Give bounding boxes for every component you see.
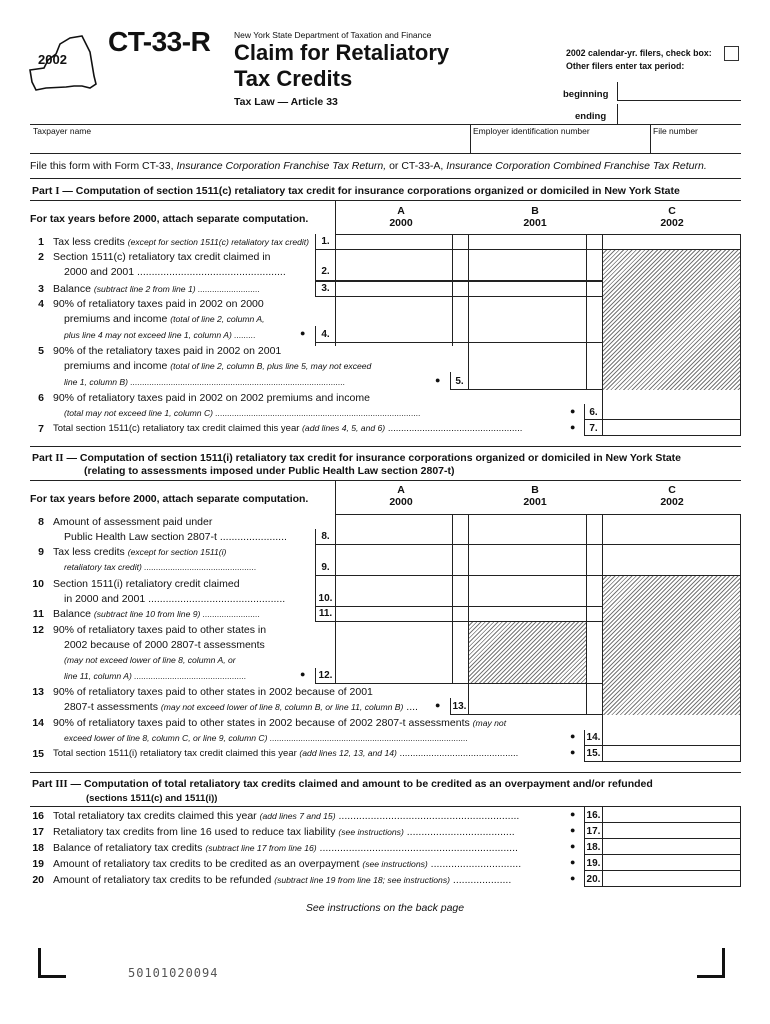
other-filers-label: Other filers enter tax period: xyxy=(566,61,685,71)
part1-shaded-col-c xyxy=(603,250,740,390)
taxpayer-name-label: Taxpayer name xyxy=(33,126,92,136)
line-4-label-c: plus line 4 may not exceed line 1, column A) ......... xyxy=(64,330,256,340)
line-2-col-b-input[interactable] xyxy=(470,266,586,280)
line-3-label: Balance (subtract line 2 from line 1) .......................... xyxy=(53,283,261,295)
line-5-bullet: ● xyxy=(435,375,441,385)
file-number-field[interactable] xyxy=(653,126,739,152)
part1-col-c-header: C 2002 xyxy=(660,205,684,229)
line-18-bullet: ● xyxy=(570,841,576,851)
line-1-col-c-input[interactable] xyxy=(604,235,740,249)
line-8-col-c-input[interactable] xyxy=(604,530,740,544)
line-13-label-b: 2807-t assessments (may not exceed lower of line 8, column B, or line 11, column B) .... xyxy=(64,701,418,713)
line-6-col-c-input[interactable] xyxy=(604,405,740,419)
line-13-col-b-input[interactable] xyxy=(470,700,586,714)
line-8-col-b-input[interactable] xyxy=(470,530,586,544)
line-9-col-a-input[interactable] xyxy=(336,561,452,575)
line-5-label-a: 90% of the retaliatory taxes paid in 2002 on 2001 xyxy=(53,345,282,357)
file-with-instruction: File this form with Form CT-33, Insurance Corporation Franchise Tax Return, or CT-33-A, Insurance Corporation Combined Franchise Tax Return. xyxy=(30,160,707,172)
line-10-label-b: in 2000 and 2001 ............................................... xyxy=(64,593,286,605)
line-19-input[interactable] xyxy=(604,856,740,870)
see-instructions-note: See instructions on the back page xyxy=(305,902,465,914)
file-number-label: File number xyxy=(653,126,698,136)
line-6-label-b: (total may not exceed line 1, column C) ...................................................................................... xyxy=(64,408,421,418)
line-18-label: Balance of retaliatory tax credits (subtract line 17 from line 16) .................................................................... xyxy=(53,842,518,854)
corner-mark-left-horizontal xyxy=(38,975,66,978)
line-5-col-b-input[interactable] xyxy=(470,375,586,389)
part2-subtitle: (relating to assessments imposed under Public Health Law section 2807-t) xyxy=(84,465,455,477)
part2-col-b-header: B 2001 xyxy=(523,484,547,508)
line-15-bullet: ● xyxy=(570,747,576,757)
line-5-label-b: premiums and income (total of line 2, column B, plus line 5, may not exceed xyxy=(64,360,372,372)
part1-title: Part I — Computation of section 1511(c) retaliatory tax credit for insurance corporations organized or domiciled in New York State xyxy=(32,185,680,197)
line-7-col-c-input[interactable] xyxy=(604,421,740,435)
part2-title: Part II — Computation of section 1511(i) retaliatory tax credit for insurance corporations organized or domiciled in New York State xyxy=(32,452,682,464)
line-20-input[interactable] xyxy=(604,872,740,886)
tax-year: 2002 xyxy=(38,52,67,67)
part3-title: Part III — Computation of total retaliatory tax credits claimed and amount to be credited as an overpayment and/or refunded xyxy=(32,778,653,790)
form-title-line2: Tax Credits xyxy=(234,66,353,91)
tax-law-article: Tax Law — Article 33 xyxy=(234,96,338,108)
corner-mark-left-vertical xyxy=(38,948,41,978)
line-14-col-c-input[interactable] xyxy=(604,731,740,745)
line-17-label: Retaliatory tax credits from line 16 used to reduce tax liability (see instructions) ..................................... xyxy=(53,826,515,838)
line-2-col-a-input[interactable] xyxy=(336,266,452,280)
line-9-col-b-input[interactable] xyxy=(470,561,586,575)
line-7-bullet: ● xyxy=(570,422,576,432)
line-9-label-a: Tax less credits (except for section 1511(i) xyxy=(53,546,227,558)
line-13-label-a: 90% of retaliatory taxes paid to other states in 2002 because of 2001 xyxy=(53,686,373,698)
form-number: CT-33-R xyxy=(108,26,211,57)
line-12-label-b: 2002 because of 2000 2807-t assessments xyxy=(64,639,265,651)
line-16-label: Total retaliatory tax credits claimed this year (add lines 7 and 15) .............................................................. xyxy=(53,810,520,822)
agency-name: New York State Department of Taxation and Finance xyxy=(234,30,432,40)
line-3-col-b-input[interactable] xyxy=(470,282,586,296)
line-4-label-a: 90% of retaliatory taxes paid in 2002 on 2000 xyxy=(53,298,264,310)
line-9-col-c-input[interactable] xyxy=(604,561,740,575)
form-title xyxy=(234,40,449,92)
calendar-year-checkbox[interactable] xyxy=(724,46,739,61)
line-18-input[interactable] xyxy=(604,840,740,854)
line-13-bullet: ● xyxy=(435,700,441,710)
part1-column-note: For tax years before 2000, attach separate computation. xyxy=(30,213,309,225)
line-11-col-b-input[interactable] xyxy=(470,607,586,621)
part1-col-b-header: B 2001 xyxy=(523,205,547,229)
part3-subtitle: (sections 1511(c) and 1511(i)) xyxy=(86,793,218,804)
line-5-label-c: line 1, column B) .......................................................................................... xyxy=(64,377,346,387)
line-12-label-d: line 11, column A) ............................................... xyxy=(64,671,247,681)
part2-shaded-col-b xyxy=(469,622,586,683)
line-1-col-a-input[interactable] xyxy=(336,235,452,249)
line-3-col-a-input[interactable] xyxy=(336,282,452,296)
line-1-label: Tax less credits (except for section 1511(c) retaliatory tax credit) xyxy=(53,236,310,248)
period-ending-input[interactable] xyxy=(619,106,739,122)
line-14-label-b: exceed lower of line 8, column C, or line 9, column C) ................................................................................... xyxy=(64,733,469,743)
line-7-label: Total section 1511(c) retaliatory tax credit claimed this year (add lines 4, 5, and 6) ................................................... xyxy=(53,423,523,434)
line-15-label: Total section 1511(i) retaliatory tax credit claimed this year (add lines 12, 13, and 14) ............................................. xyxy=(53,748,519,759)
period-beginning-input[interactable] xyxy=(619,85,739,99)
line-20-bullet: ● xyxy=(570,873,576,883)
line-14-bullet: ● xyxy=(570,731,576,741)
calendar-filers-label: 2002 calendar-yr. filers, check box: xyxy=(566,48,712,58)
line-10-label-a: Section 1511(i) retaliatory credit claimed xyxy=(53,578,240,590)
line-11-label: Balance (subtract line 10 from line 9) ........................ xyxy=(53,608,261,620)
line-8-col-a-input[interactable] xyxy=(336,530,452,544)
period-ending-label: ending xyxy=(575,111,607,122)
line-16-input[interactable] xyxy=(604,808,740,822)
line-8-label-a: Amount of assessment paid under xyxy=(53,516,213,528)
part2-column-note: For tax years before 2000, attach separate computation. xyxy=(30,493,309,505)
line-4-bullet: ● xyxy=(300,328,306,338)
line-12-bullet: ● xyxy=(300,669,306,679)
line-16-bullet: ● xyxy=(570,809,576,819)
line-4-label-b: premiums and income (total of line 2, column A, xyxy=(64,313,265,325)
line-14-label-a: 90% of retaliatory taxes paid to other states in 2002 because of 2002 2807-t assessments (may not xyxy=(53,717,507,729)
line-8-label-b: Public Health Law section 2807-t ....................... xyxy=(64,531,287,543)
line-15-col-c-input[interactable] xyxy=(604,747,740,761)
line-11-col-a-input[interactable] xyxy=(336,607,452,621)
line-12-label-c: (may not exceed lower of line 8, column A, or xyxy=(64,655,236,665)
part2-col-a-header: A 2000 xyxy=(389,484,413,508)
part2-shaded-col-c xyxy=(603,576,740,715)
line-6-bullet: ● xyxy=(570,406,576,416)
line-9-label-b: retaliatory tax credit) ............................................... xyxy=(64,562,257,572)
line-10-col-b-input[interactable] xyxy=(470,592,586,606)
form-barcode-number: 50101020094 xyxy=(128,966,219,980)
corner-mark-right-vertical xyxy=(722,948,725,978)
line-2-label-b: 2000 and 2001 ................................................... xyxy=(64,266,286,278)
line-10-col-a-input[interactable] xyxy=(336,592,452,606)
part1-col-a-header: A 2000 xyxy=(389,205,413,229)
line-12-col-a-input[interactable] xyxy=(336,669,452,683)
line-17-bullet: ● xyxy=(570,825,576,835)
period-beginning-label: beginning xyxy=(563,89,609,100)
ein-field[interactable] xyxy=(473,126,648,152)
line-20-label: Amount of retaliatory tax credits to be refunded (subtract line 19 from line 18; see instructions) .................... xyxy=(53,874,512,886)
line-19-bullet: ● xyxy=(570,857,576,867)
line-12-label-a: 90% of retaliatory taxes paid to other states in xyxy=(53,624,267,636)
ein-label: Employer identification number xyxy=(473,126,590,136)
line-17-input[interactable] xyxy=(604,824,740,838)
line-1-col-b-input[interactable] xyxy=(470,235,586,249)
line-6-label-a: 90% of retaliatory taxes paid in 2002 on 2002 premiums and income xyxy=(53,392,370,404)
part2-col-c-header: C 2002 xyxy=(660,484,684,508)
line-2-label-a: Section 1511(c) retaliatory tax credit claimed in xyxy=(53,251,271,263)
line-4-col-a-input[interactable] xyxy=(336,328,452,342)
corner-mark-right-horizontal xyxy=(697,975,725,978)
line-19-label: Amount of retaliatory tax credits to be credited as an overpayment (see instructions) ............................... xyxy=(53,858,522,870)
form-title-line1: Claim for Retaliatory xyxy=(234,40,450,65)
taxpayer-name-field[interactable] xyxy=(33,126,468,152)
